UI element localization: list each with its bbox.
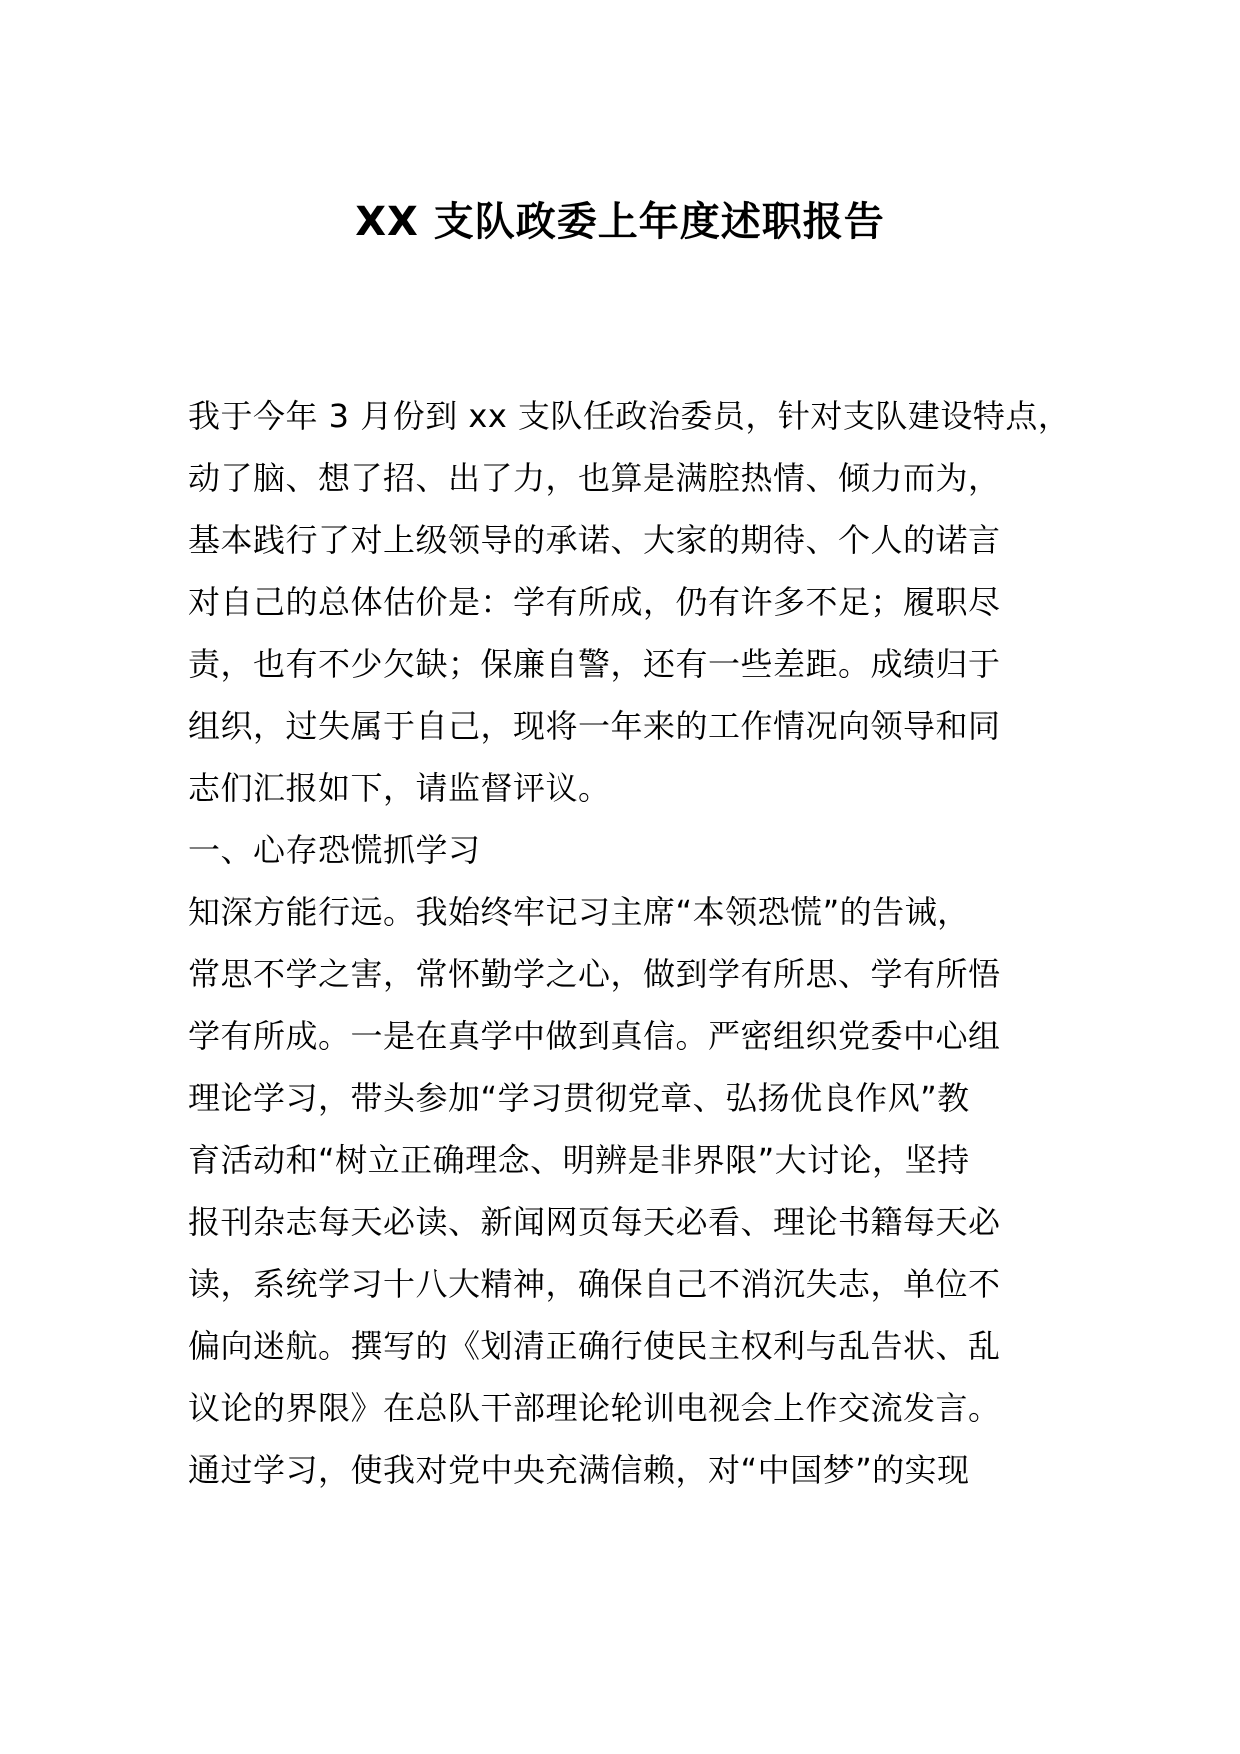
document-title: XX 支队政委上年度述职报告 — [355, 199, 885, 245]
body-line: 知深方能行远。我始终牢记习主席“本领恐慌”的告诫， — [188, 893, 970, 931]
body-line: 我于今年 3 月份到 xx 支队任政治委员，针对支队建设特点， — [188, 397, 1071, 435]
body-line: 组织，过失属于自己，现将一年来的工作情况向领导和同 — [188, 707, 1001, 745]
body-line: 读，系统学习十八大精神，确保自己不消沉失志，单位不 — [188, 1265, 1001, 1303]
body-line: 学有所成。一是在真学中做到真信。严密组织党委中心组 — [188, 1017, 1001, 1055]
body-line: 志们汇报如下，请监督评议。 — [188, 769, 611, 807]
body-line: 偏向迷航。撰写的《划清正确行使民主权利与乱告状、乱 — [188, 1327, 1001, 1365]
body-line: 常思不学之害，常怀勤学之心，做到学有所思、学有所悟 — [188, 955, 1001, 993]
body-line: 育活动和“树立正确理念、明辨是非界限”大讨论，坚持 — [188, 1141, 970, 1179]
body-line: 通过学习，使我对党中央充满信赖，对“中国梦”的实现 — [188, 1451, 970, 1489]
body-line: 报刊杂志每天必读、新闻网页每天必看、理论书籍每天必 — [188, 1203, 1001, 1241]
body-line: 动了脑、想了招、出了力，也算是满腔热情、倾力而为， — [188, 459, 1001, 497]
body-line: 对自己的总体估价是：学有所成，仍有许多不足；履职尽 — [188, 583, 1001, 621]
body-line: 基本践行了对上级领导的承诺、大家的期待、个人的诺言 — [188, 521, 1001, 559]
body-line: 议论的界限》在总队干部理论轮训电视会上作交流发言。 — [188, 1389, 1001, 1427]
body-line: 责，也有不少欠缺；保廉自警，还有一些差距。成绩归于 — [188, 645, 1001, 683]
section-heading: 一、心存恐慌抓学习 — [188, 831, 481, 869]
body-line: 理论学习，带头参加“学习贯彻党章、弘扬优良作风”教 — [188, 1079, 970, 1117]
